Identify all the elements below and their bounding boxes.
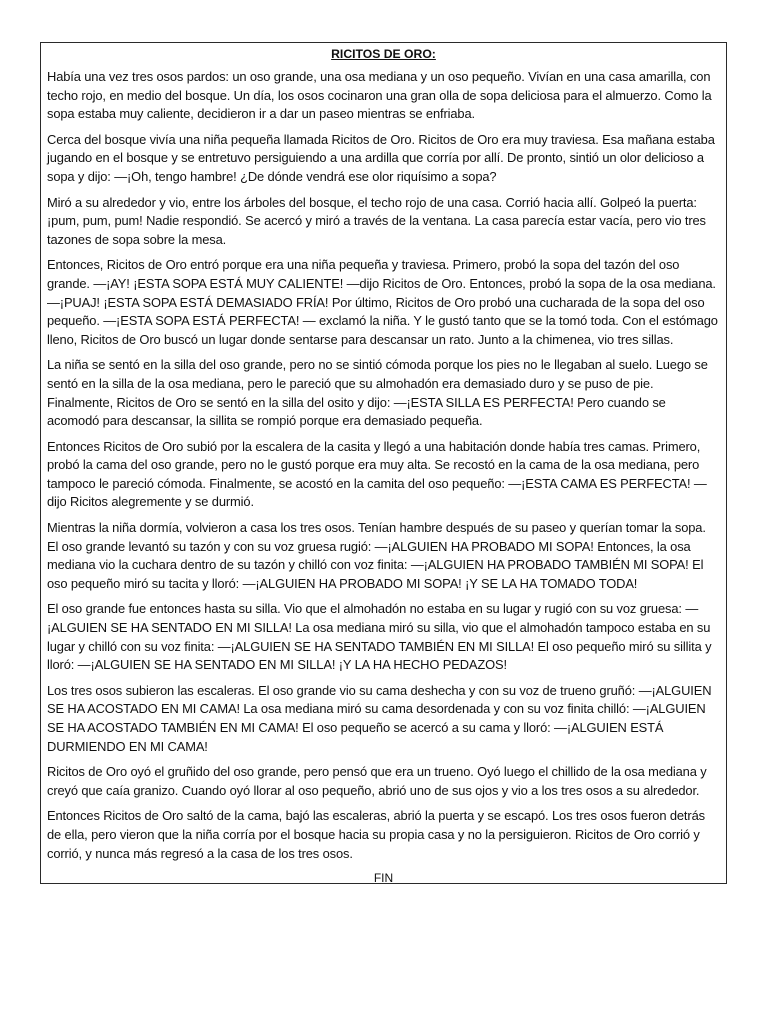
paragraph-6: Entonces Ricitos de Oro subió por la escalera de la casita y llegó a una habitación donde había tres camas. Primero, probó la cama del oso grande, pero no le gustó porque era muy alta. Se recostó en la cama de la osa mediana, pero tampoco le pareció cómoda. Finalmente, se acostó en la camita del oso pequeño: —¡ESTA CAMA ES PERFECTA! —dijo Ricitos alegremente y se durmió.	[47, 438, 707, 510]
paragraph-10: Ricitos de Oro oyó el gruñido del oso grande, pero pensó que era un trueno. Oyó luego el chillido de la osa mediana y creyó que caía granizo. Cuando oyó llorar al oso pequeño, abrió uno de sus ojos y vio a los tres osos a su alrededor.	[47, 764, 707, 798]
paragraph-7: Mientras la niña dormía, volvieron a casa los tres osos. Tenían hambre después de su paseo y querían tomar la sopa. El oso grande levantó su tazón y con su voz gruesa rugió: —¡ALGUIEN HA PROBADO MI SOPA! Entonces, la osa mediana vio la cuchara dentro de su tazón y chilló con voz finita: —¡ALGUIEN HA PROBADO TAMBIÉN MI SOPA! El oso pequeño miró su tacita y lloró: —¡ALGUIEN HA PROBADO MI SOPA! ¡Y SE LA HA TOMADO TODA!	[47, 520, 706, 591]
paragraph-8: El oso grande fue entonces hasta su silla. Vio que el almohadón no estaba en su lugar y rugió con su voz gruesa: —¡ALGUIEN SE HA SENTADO EN MI SILLA! La osa mediana miró su silla, vio que el almohadón tampoco estaba en su lugar y chilló con su voz finita: —¡ALGUIEN SE HA SENTADO TAMBIÉN EN MI SILLA! El oso pequeño miró su sillita y lloró: —¡ALGUIEN SE HA SENTADO EN MI SILLA! ¡Y LA HA HECHO PEDAZOS!	[47, 601, 712, 673]
story-body	[47, 68, 720, 863]
paragraph-2: Cerca del bosque vivía una niña pequeña llamada Ricitos de Oro. Ricitos de Oro era muy traviesa. Esa mañana estaba jugando en el bosque y se entretuvo persiguiendo a una ardilla que corría por allí. De pronto, sintió un olor delicioso a sopa y dijo: —¡Oh, tengo hambre! ¿De dónde vendrá ese olor riquísimo a sopa?	[47, 131, 715, 184]
end-label: FIN	[373, 871, 394, 886]
paragraph-5: La niña se sentó en la silla del oso grande, pero no se sintió cómoda porque los pies no le llegaban al suelo. Luego se sentó en la silla de la osa mediana, pero le pareció que su almohadón era demasiado duro y se puso de pie. Finalmente, Ricitos de Oro se sentó en la silla del osito y dijo: —¡ESTA SILLA ES PERFECTA! Pero cuando se acomodó para descansar, la sillita se rompió porque era demasiado pequeña.	[47, 357, 708, 429]
paragraph-11: Entonces Ricitos de Oro saltó de la cama, bajó las escaleras, abrió la puerta y se escapó. Los tres osos fueron detrás de ella, pero vieron que la niña corría por el bosque hacia su propia casa y no la persiguieron. Ricitos de Oro corrió y corrió, y nunca más regresó a la casa de los tres osos.	[47, 808, 705, 861]
paragraph-1: Había una vez tres osos pardos: un oso grande, una osa mediana y un oso pequeño. Vivían en una casa amarilla, con techo rojo, en medio del bosque. Un día, los osos cocinaron una gran olla de sopa deliciosa para el almuerzo. Como la sopa estaba muy caliente, decidieron ir a dar un paseo mientras se enfriaba.	[47, 69, 712, 122]
document-title: RICITOS DE ORO:	[331, 47, 436, 61]
paragraph-3: Miró a su alrededor y vio, entre los árboles del bosque, el techo rojo de una casa. Corrió hacia allí. Golpeó la puerta: ¡pum, pum, pum! Nadie respondió. Se acercó y miró a través de la ventana. La casa parecía estar vacía, pero vio tres tazones de sopa sobre la mesa.	[47, 194, 706, 247]
document-frame	[40, 42, 727, 884]
paragraph-4: Entonces, Ricitos de Oro entró porque era una niña pequeña y traviesa. Primero, probó la sopa del tazón del oso grande. —¡AY! ¡ESTA SOPA ESTÁ MUY CALIENTE! —dijo Ricitos de Oro. Entonces, probó la sopa de la osa mediana. —¡PUAJ! ¡ESTA SOPA ESTÁ DEMASIADO FRÍA! Por último, Ricitos de Oro probó una cucharada de la sopa del oso pequeño. —¡ESTA SOPA ESTÁ PERFECTA! — exclamó la niña. Y le gustó tanto que se la tomó toda. Con el estómago lleno, Ricitos de Oro buscó un lugar donde sentarse para descansar un rato. Junto a la chimenea, vio tres sillas.	[47, 257, 718, 347]
paragraph-9: Los tres osos subieron las escaleras. El oso grande vio su cama deshecha y con su voz de trueno gruñó: —¡ALGUIEN SE HA ACOSTADO EN MI CAMA! La osa mediana miró su cama desordenada y con su voz finita chilló: —¡ALGUIEN SE HA ACOSTADO TAMBIÉN EN MI CAMA! El oso pequeño se acercó a su cama y lloró: —¡ALGUIEN ESTÁ DURMIENDO EN MI CAMA!	[47, 682, 712, 754]
